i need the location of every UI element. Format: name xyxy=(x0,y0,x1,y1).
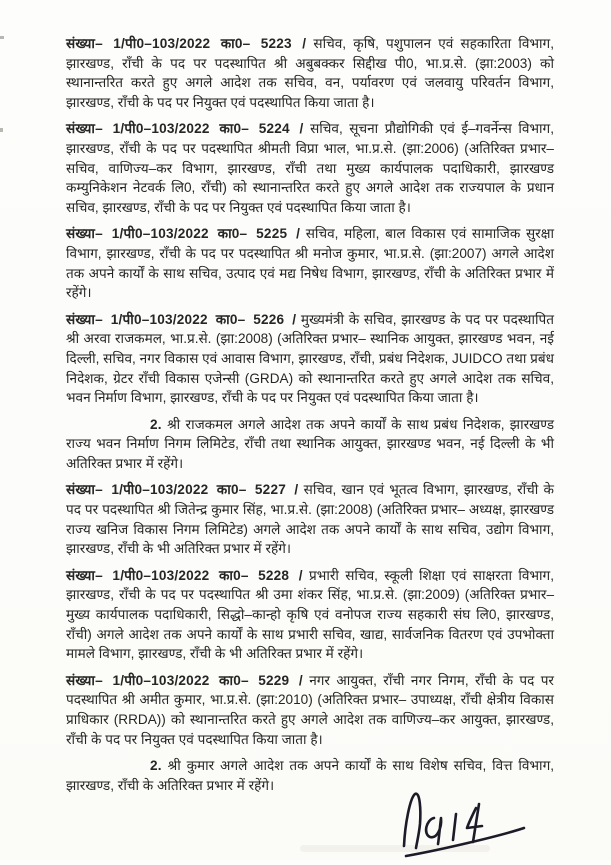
paragraph-text: श्री राजकमल अगले आदेश तक अपने कार्यों के साथ प्रबंध निदेशक, झारखण्ड राज्य भवन निर्माण निगम लिमिटेड, राँची तथा स्थानिक आयुक्त, झारखण्ड भवन, नई दिल्ली के भी अतिरिक्त प्रभार में रहेंगे। xyxy=(66,416,554,471)
paragraph-prefix: संख्या– 1/पी0–103/2022 का0– 5223 / xyxy=(66,36,307,51)
order-paragraph xyxy=(66,224,554,302)
handwritten-signature xyxy=(360,784,570,860)
paragraph-text: नगर आयुक्त, राँची नगर निगम, राँची के पद पर पदस्थापित श्री अमीत कुमार, भा.प्र.से. (झा:2010) (अतिरिक्त प्रभार– उपाध्यक्ष, राँची क्षेत्रीय विकास प्राधिकार (RRDA)) को स्थानान्तरित करते हुए अगले आदेश तक वाणिज्य–कर आयुक्त, झारखण्ड, राँची के पद पर नियुक्त एवं पदस्थापित किया जाता है। xyxy=(66,672,554,747)
paragraph-prefix: संख्या– 1/पी0–103/2022 का0– 5226 / xyxy=(66,311,297,327)
paragraph-text: सचिव, महिला, बाल विकास एवं सामाजिक सुरक्षा विभाग, झारखण्ड, राँची के पद पर पदस्थापित श्री मनोज कुमार, भा.प्र.से. (झा:2007) अगले आदेश तक अपने कार्यों के साथ सचिव, उत्पाद एवं मद्य निषेध विभाग, झारखण्ड, राँची के अतिरिक्त प्रभार में रहेंगे। xyxy=(66,226,554,301)
paragraph-prefix: संख्या– 1/पी0–103/2022 का0– 5224 / xyxy=(66,121,304,137)
paragraph-text: श्री कुमार अगले आदेश तक अपने कार्यों के साथ विशेष सचिव, वित्त विभाग, झारखण्ड, राँची के अतिरिक्त प्रभार में रहेंगे। xyxy=(66,758,554,793)
paragraph-text: मुख्यमंत्री के सचिव, झारखण्ड के पद पर पदस्थापित श्री अरवा राजकमल, भा.प्र.से. (झा:2008) (अतिरिक्त प्रभार– स्थानिक आयुक्त, झारखण्ड भवन, नई दिल्ली, सचिव, नगर विकास एवं आवास विभाग, झारखण्ड, राँची, प्रबंध निदेशक, JUIDCO तथा प्रबंध निदेशक, ग्रेटर राँची विकास एजेन्सी (GRDA) को स्थानान्तरित करते हुए अगले आदेश तक सचिव, भवन निर्माण विभाग, झारखण्ड, राँची के पद पर नियुक्त एवं पदस्थापित किया जाता है। xyxy=(66,311,555,406)
paragraph-text: सचिव, सूचना प्रौद्योगिकी एवं ई–गवर्नेन्स विभाग, झारखण्ड, राँची के पद पर पदस्थापित श्रीमती विप्रा भाल, भा.प्र.से. (झा:2006) (अतिरिक्त प्रभार– सचिव, वाणिज्य–कर विभाग, झारखण्ड, राँची तथा मुख्य कार्यपालक पदाधिकारी, झारखण्ड कम्युनिकेशन नेटवर्क लि0, राँची) को स्थानान्तरित करते हुए अगले आदेश तक राज्यपाल के प्रधान सचिव, झारखण्ड, राँची के पद पर नियुक्त एवं पदस्थापित किया जाता है। xyxy=(66,121,554,215)
signature-stroke-loop xyxy=(426,818,441,844)
order-paragraph xyxy=(66,119,554,217)
paragraph-text: सचिव, खान एवं भूतत्व विभाग, झारखण्ड, राँची के पद पर पदस्थापित श्री जितेन्द्र कुमार सिंह, भा.प्र.से. (झा:2008) (अतिरिक्त प्रभार– अध्यक्ष, झारखण्ड राज्य खनिज विकास निगम लिमिटेड) अगले आदेश तक अपने कार्यों के साथ सचिव, उद्योग विभाग, झारखण्ड, राँची के भी अतिरिक्त प्रभार में रहेंगे। xyxy=(66,482,554,557)
signature-strokes xyxy=(404,794,524,856)
document-body xyxy=(66,34,554,802)
signature-stroke-tick xyxy=(453,814,456,840)
order-paragraph xyxy=(66,310,554,408)
order-paragraph xyxy=(66,566,554,664)
scan-artifact xyxy=(0,36,4,39)
order-paragraph xyxy=(66,34,554,112)
order-paragraph xyxy=(66,671,554,749)
order-paragraph xyxy=(66,480,554,558)
signature-stroke-spike xyxy=(404,794,420,848)
paragraph-prefix: 2. xyxy=(150,416,162,432)
sub-paragraph xyxy=(66,415,554,474)
paragraph-prefix: संख्या– 1/पी0–103/2022 का0– 5227 / xyxy=(66,482,299,498)
paragraph-prefix: 2. xyxy=(150,758,162,774)
paragraph-text: सचिव, कृषि, पशुपालन एवं सहकारिता विभाग, झारखण्ड, राँची के पद पर पदस्थापित श्री अबुबक्कर सिद्दीख पी0, भा.प्र.से. (झा:2003) को स्थानान्तरित करते हुए अगले आदेश तक सचिव, वन, पर्यावरण एवं जलवायु परिवर्तन विभाग, झारखण्ड, राँची के पद पर नियुक्त एवं पदस्थापित किया जाता है। xyxy=(66,36,554,110)
paragraph-text: प्रभारी सचिव, स्कूली शिक्षा एवं साक्षरता विभाग, झारखण्ड, राँची के पद पर पदस्थापित श्री उमा शंकर सिंह, भा.प्र.से. (झा:2009) (अतिरिक्त प्रभार– मुख्य कार्यपालक पदाधिकारी, सिद्धो–कान्हो कृषि एवं वनोपज राज्य सहकारी संघ लि0, झारखण्ड, राँची) अगले आदेश तक अपने कार्यों के साथ प्रभारी सचिव, खाद्य, सार्वजनिक वितरण एवं उपभोक्ता मामले विभाग, झारखण्ड, राँची के भी अतिरिक्त प्रभार में रहेंगे। xyxy=(66,567,554,662)
scan-artifact xyxy=(0,128,3,132)
signature-stroke-four xyxy=(467,804,482,842)
paragraph-prefix: संख्या– 1/पी0–103/2022 का0– 5229 / xyxy=(66,672,303,688)
paragraph-prefix: संख्या– 1/पी0–103/2022 का0– 5228 / xyxy=(66,567,303,583)
signature-underline xyxy=(406,828,524,856)
paragraph-prefix: संख्या– 1/पी0–103/2022 का0– 5225 / xyxy=(66,226,301,242)
